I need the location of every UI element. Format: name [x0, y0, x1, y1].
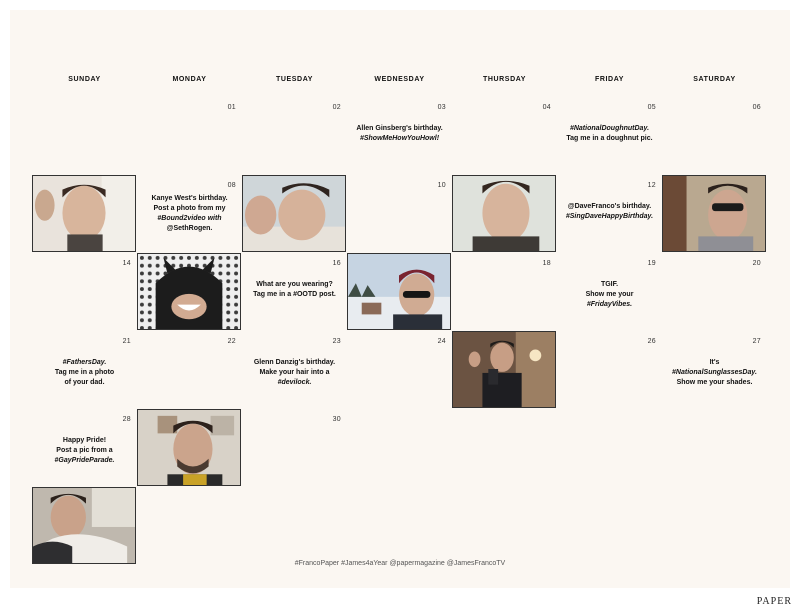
- date-number: 10: [437, 182, 446, 189]
- selfie-photo-sun-07[interactable]: [32, 175, 136, 252]
- selfie-photo-tue-09[interactable]: [242, 175, 346, 252]
- note-line: Post a pic from a: [56, 447, 113, 454]
- day-cell-21: [32, 338, 137, 416]
- note-line: Glenn Danzig's birthday.: [253, 359, 336, 366]
- day-cell-30: [242, 416, 347, 494]
- date-number: 14: [122, 260, 131, 267]
- date-number: 28: [122, 416, 131, 423]
- note-line: Tag me in a photo: [54, 369, 115, 376]
- day-cell-02: [242, 104, 347, 182]
- weekday-saturday: SATURDAY: [693, 76, 736, 83]
- day-cell-12: [557, 182, 662, 260]
- note-line: Show me your: [585, 291, 634, 298]
- hashtag-link[interactable]: #ShowMeHowYouHowl!: [359, 135, 440, 142]
- selfie-photo-sat-13[interactable]: [662, 175, 766, 252]
- date-number: 27: [752, 338, 761, 345]
- day-note: [662, 358, 767, 388]
- day-cell-22: [137, 338, 242, 416]
- date-number: 23: [332, 338, 341, 345]
- hashtag-link[interactable]: #SingDaveHappyBirthday.: [565, 213, 654, 220]
- day-note: [557, 124, 662, 144]
- date-number: 04: [542, 104, 551, 111]
- day-note: [557, 280, 662, 310]
- weekday-sunday: SUNDAY: [68, 76, 101, 83]
- weekday-wednesday: WEDNESDAY: [374, 76, 425, 83]
- note-line: Show me your shades.: [676, 379, 753, 386]
- day-cell-14: [32, 260, 137, 338]
- selfie-photo-mon-29[interactable]: [137, 409, 241, 486]
- day-cell-20: [662, 260, 767, 338]
- date-number: 18: [542, 260, 551, 267]
- date-number: 12: [647, 182, 656, 189]
- note-line: Kanye West's birthday.: [151, 195, 228, 202]
- day-cell-04: [452, 104, 557, 182]
- mention-link[interactable]: @SethRogen.: [166, 225, 213, 232]
- selfie-photo-thu-11[interactable]: [452, 175, 556, 252]
- day-note: [32, 358, 137, 388]
- hashtag-link[interactable]: #devilock.: [277, 379, 312, 386]
- weekday-monday: MONDAY: [172, 76, 207, 83]
- date-number: 24: [437, 338, 446, 345]
- note-line: Happy Pride!: [62, 437, 107, 444]
- hashtag-link[interactable]: #GayPrideParade.: [54, 457, 115, 464]
- selfie-photo-thu-25[interactable]: [452, 331, 556, 408]
- day-cell-23: [242, 338, 347, 416]
- hashtag-link[interactable]: #NationalDoughnutDay.: [569, 125, 650, 132]
- hashtag-link[interactable]: #FathersDay.: [62, 359, 107, 366]
- selfie-photo-mon-15[interactable]: [137, 253, 241, 330]
- note-line: Tag me in a doughnut pic.: [566, 135, 653, 142]
- day-cell-08: [137, 182, 242, 260]
- note-line: Allen Ginsberg's birthday.: [356, 125, 443, 132]
- hashtag-link[interactable]: #Bound2video with: [157, 215, 222, 222]
- date-number: 30: [332, 416, 341, 423]
- note-line: It's: [709, 359, 720, 366]
- date-number: 21: [122, 338, 131, 345]
- day-cell-18: [452, 260, 557, 338]
- day-cell-01: [137, 104, 242, 182]
- date-number: 22: [227, 338, 236, 345]
- day-cell-19: [557, 260, 662, 338]
- note-line: Post a photo from my: [153, 205, 226, 212]
- note-line: TGIF.: [600, 281, 619, 288]
- paper-logo: PAPER: [756, 596, 792, 607]
- date-number: 16: [332, 260, 341, 267]
- date-number: 08: [227, 182, 236, 189]
- day-cell-16: [242, 260, 347, 338]
- day-note: [32, 436, 137, 466]
- social-hashtags-footer: #FrancoPaper #James4aYear @papermagazine @JamesFrancoTV: [294, 560, 506, 567]
- selfie-photo-sun-extra[interactable]: [32, 487, 136, 564]
- day-cell-24: [347, 338, 452, 416]
- day-cell-10: [347, 182, 452, 260]
- hashtag-link[interactable]: #NationalSunglassesDay.: [672, 369, 757, 376]
- note-line: What are you wearing?: [256, 281, 333, 288]
- day-cell-06: [662, 104, 767, 182]
- day-cell-05: [557, 104, 662, 182]
- day-note: [137, 194, 242, 234]
- day-note: [242, 280, 347, 300]
- date-number: 06: [752, 104, 761, 111]
- date-number: 19: [647, 260, 656, 267]
- day-note: [242, 358, 347, 388]
- day-cell-28: [32, 416, 137, 494]
- mention-link[interactable]: @DaveFranco's birthday.: [567, 203, 652, 210]
- weekday-thursday: THURSDAY: [482, 76, 527, 83]
- date-number: 03: [437, 104, 446, 111]
- day-cell-26: [557, 338, 662, 416]
- note-line: Make your hair into a: [259, 369, 330, 376]
- selfie-photo-wed-17[interactable]: [347, 253, 451, 330]
- date-number: 26: [647, 338, 656, 345]
- day-note: [557, 202, 662, 222]
- day-note: [347, 124, 452, 144]
- weekday-friday: FRIDAY: [594, 76, 624, 83]
- weekday-tuesday: TUESDAY: [275, 76, 313, 83]
- date-number: 20: [752, 260, 761, 267]
- note-line: of your dad.: [64, 379, 105, 386]
- weekday-header-row: [32, 76, 768, 88]
- date-number: 05: [647, 104, 656, 111]
- date-number: 02: [332, 104, 341, 111]
- date-number: 01: [227, 104, 236, 111]
- day-cell-03: [347, 104, 452, 182]
- note-line: Tag me in a #OOTD post.: [253, 291, 336, 298]
- day-cell-27: [662, 338, 767, 416]
- hashtag-link[interactable]: #FridayVibes.: [586, 301, 633, 308]
